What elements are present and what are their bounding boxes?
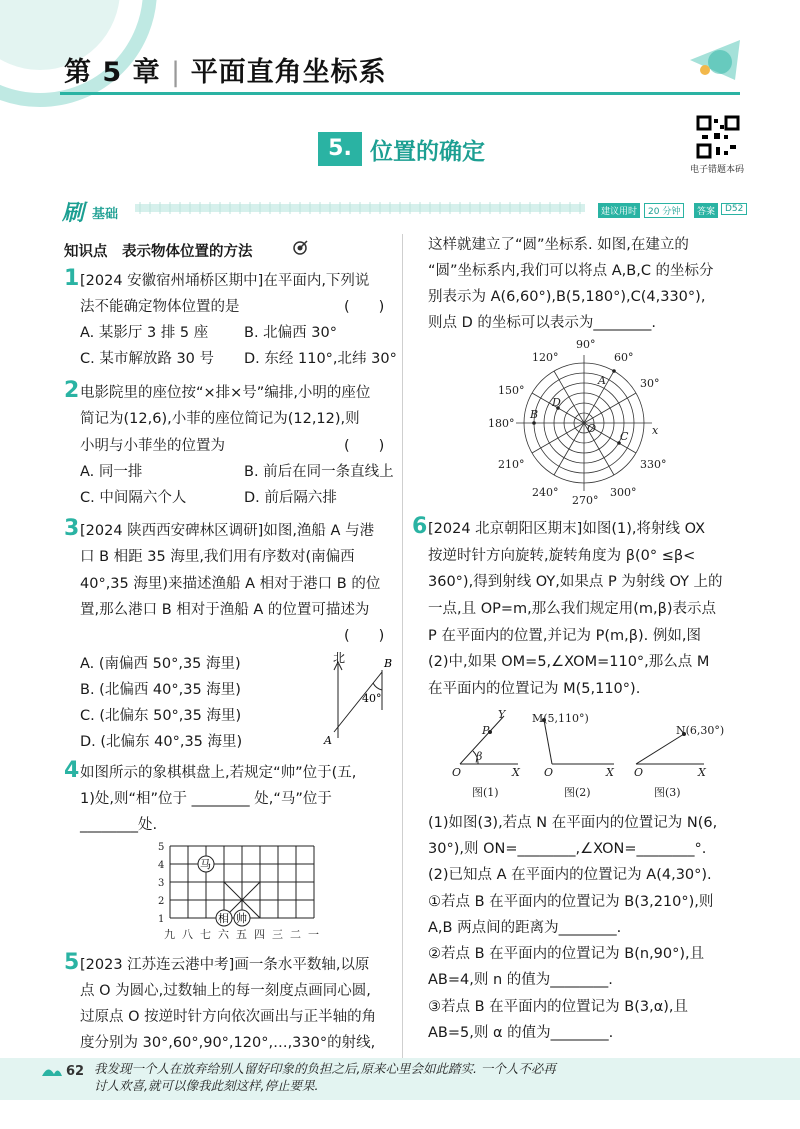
q5-polar-diagram (486, 336, 676, 508)
q6-fig3-point: N(6,30°) (676, 724, 725, 737)
q5-stem-line8: 则点 D 的坐标可以表示为________. (428, 315, 656, 331)
q5-angle-label: 150° (498, 384, 525, 397)
q4-row-label: 1 (158, 914, 165, 925)
q6-stem-line4: 一点,且 OP=m,那么我们规定用(m,β)表示点 (428, 601, 717, 617)
q3-option-c[interactable]: C. (北偏东 50°,35 海里) (80, 708, 242, 724)
time-value: 20 分钟 (644, 203, 684, 218)
answer-page[interactable]: D52 (721, 203, 747, 215)
q6-case3-line2: AB=5,则 α 的值为________. (428, 1025, 614, 1041)
column-divider (402, 234, 403, 1064)
section-number: 5. 1 (318, 132, 362, 166)
q2-option-a[interactable]: A. 同一排 (80, 464, 143, 480)
time-tag: 建议用时 (598, 203, 640, 218)
q1-option-b[interactable]: B. 北偏西 30° (244, 325, 337, 341)
q5-stem-line2: 点 O 为圆心,过数轴上的每一刻度点画同心圆, (80, 983, 371, 999)
q3-option-b[interactable]: B. (北偏西 40°,35 海里) (80, 682, 241, 698)
chapter-title: 第 5 章 | 平面直角坐标系 (64, 57, 387, 88)
q6-sub1-line1: (1)如图(3),若点 N 在平面内的位置记为 N(6, (428, 815, 718, 831)
q4-col-label: 二 (290, 928, 301, 941)
q6-case2-line1: ②若点 B 在平面内的位置记为 B(n,90°),且 (428, 946, 705, 962)
q6-fig3-caption: 图(3) (654, 786, 681, 799)
q2-stem-line2: 简记为(12,6),小菲的座位简记为(12,12),则 (80, 411, 360, 427)
chapter-number: 第 5 章 (64, 57, 161, 88)
q4-chess-board (150, 838, 330, 946)
q4-row-label: 3 (158, 878, 165, 889)
q5-angle-label: 330° (640, 458, 667, 471)
q5-point-c: C (620, 430, 629, 443)
page-number: 62 (66, 1064, 85, 1079)
svg-text:O: O (452, 766, 462, 779)
svg-text:β: β (476, 750, 483, 763)
q1-option-a[interactable]: A. 某影厅 3 排 5 座 (80, 325, 209, 341)
q6-stem-line1: [2024 北京朝阳区期末]如图(1),将射线 OX (428, 521, 705, 537)
q6-sub1-line2: 30°),则 ON=________,∠XON=________°. (428, 841, 707, 857)
q1-number: 1 (64, 266, 80, 291)
q4-col-label: 九 (164, 928, 175, 941)
qr-label: 电子错题本码 (690, 165, 745, 175)
q2-option-d[interactable]: D. 前后隔六排 (244, 490, 337, 506)
q3-north-label: 北 (333, 651, 346, 665)
q2-stem-line3: 小明与小菲坐的位置为 (80, 438, 225, 454)
q4-col-label: 三 (272, 928, 283, 941)
q1-stem-line2: 法不能确定物体位置的是 (80, 299, 240, 315)
svg-text:P: P (482, 724, 490, 737)
q3-stem-line2: 口 B 相距 35 海里,我们用有序数对(南偏西 (80, 549, 355, 565)
q4-col-label: 四 (254, 928, 265, 941)
q6-stem-line6: (2)中,如果 OM=5,∠XOM=110°,那么点 M (428, 654, 710, 670)
q6-case3-line1: ③若点 B 在平面内的位置记为 B(3,α),且 (428, 999, 689, 1015)
q6-figures (446, 708, 746, 804)
q3-option-a[interactable]: A. (南偏西 50°,35 海里) (80, 656, 241, 672)
q2-number: 2 (64, 378, 80, 403)
svg-text:X: X (606, 766, 614, 779)
q4-col-label: 七 (200, 928, 211, 941)
q5-origin: O (587, 422, 597, 435)
svg-text:O: O (634, 766, 644, 779)
q4-stem-line3: ________处. (80, 817, 158, 833)
footer-quote (94, 1060, 556, 1094)
q4-stem-line1: 如图所示的象棋棋盘上,若规定“帅”位于(五, (80, 765, 357, 781)
q5-angle-label: 60° (614, 351, 634, 364)
q4-col-label: 六 (218, 928, 229, 941)
q3-stem-line4: 置,那么港口 B 相对于渔船 A 的位置可描述为 (80, 602, 370, 618)
q2-option-c[interactable]: C. 中间隔六个人 (80, 490, 187, 506)
q5-point-a: A (598, 374, 606, 387)
brush-sub-label: 基础 (92, 207, 119, 222)
q3-bearing-diagram (318, 650, 398, 750)
svg-text:O: O (544, 766, 554, 779)
q4-col-label: 一 (308, 928, 319, 941)
brush-label: 刷 (62, 201, 85, 226)
q5-stem-line4: 度分别为 30°,60°,90°,120°,…,330°的射线, (80, 1035, 376, 1051)
section-title: 位置的确定 (370, 139, 485, 165)
target-icon (292, 240, 308, 256)
svg-text:X: X (512, 766, 520, 779)
q4-piece-general: 帅 (236, 912, 247, 925)
q5-angle-label: 240° (532, 486, 559, 499)
footer-quote-line1: 我发现一个人在放弃给别人留好印象的负担之后,原来心里会如此踏实. 一个人不必再 (94, 1061, 556, 1076)
q5-angle-label: 30° (640, 377, 660, 390)
q5-angle-label: 120° (532, 351, 559, 364)
q1-answer-paren[interactable]: ( ) (344, 299, 385, 315)
q5-number: 5 (64, 950, 80, 975)
q2-stem-line1: 电影院里的座位按“×排×号”编排,小明的座位 (80, 385, 371, 401)
q3-option-d[interactable]: D. (北偏东 40°,35 海里) (80, 734, 243, 750)
q4-piece-horse: 马 (200, 858, 211, 871)
chapter-name: 平面直角坐标系 (190, 57, 387, 88)
q3-number: 3 (64, 516, 80, 541)
q5-point-b: B (530, 408, 539, 421)
knowledge-point-title: 知识点 表示物体位置的方法 (64, 244, 253, 260)
q5-angle-label: 180° (488, 417, 515, 430)
q6-stem-line5: P 在平面内的位置,并记为 P(m,β). 例如,图 (428, 628, 701, 644)
q3-stem-line3: 40°,35 海里)来描述渔船 A 相对于港口 B 的位 (80, 576, 381, 592)
q4-number: 4 (64, 758, 80, 783)
q1-stem-line1: [2024 安徽宿州埇桥区期中]在平面内,下列说 (80, 273, 370, 289)
qr-code-icon[interactable] (696, 115, 740, 159)
q3-stem-line1: [2024 陕西西安碑林区调研]如图,渔船 A 与港 (80, 523, 375, 539)
q5-stem-line7: 别表示为 A(6,60°),B(5,180°),C(4,330°), (428, 289, 706, 305)
q3-point-a-label: A (324, 734, 332, 747)
q3-answer-paren[interactable]: ( ) (344, 628, 385, 644)
q5-stem-line5: 这样就建立了“圆”坐标系. 如图,在建立的 (428, 237, 689, 253)
svg-text:Y: Y (498, 708, 506, 721)
q6-case1-line2: A,B 两点间的距离为________. (428, 920, 622, 936)
q6-fig2-point: M(5,110°) (532, 712, 589, 725)
q5-angle-label: 270° (572, 494, 599, 507)
q4-row-label: 5 (158, 842, 165, 853)
q5-axis-x: x (652, 424, 659, 437)
q3-angle-label: 40° (362, 692, 382, 705)
q1-option-d[interactable]: D. 东经 110°,北纬 30° (244, 351, 397, 367)
q4-stem-line2: 1)处,则“相”位于 ________ 处,“马”位于 (80, 791, 332, 807)
q6-stem-line7: 在平面内的位置记为 M(5,110°). (428, 681, 641, 697)
plant-icon (40, 1060, 64, 1080)
chapter-underline (60, 92, 740, 95)
q5-stem-line3: 过原点 O 按逆时针方向依次画出与正半轴的角 (80, 1009, 377, 1025)
q4-col-label: 八 (182, 928, 193, 941)
q6-stem-line2: 按逆时针方向旋转,旋转角度为 β(0° ≤β< (428, 548, 696, 564)
q4-row-label: 2 (158, 896, 165, 907)
footer-quote-line2: 讨人欢喜,就可以像我此刻这样,停止要果. (94, 1078, 319, 1093)
q5-stem-line6: “圆”坐标系内,我们可以将点 A,B,C 的坐标分 (428, 263, 714, 279)
q4-col-label: 五 (236, 928, 247, 941)
q4-piece-elephant: 相 (218, 912, 229, 925)
svg-text:X: X (698, 766, 706, 779)
q6-fig2-caption: 图(2) (564, 786, 591, 799)
q3-point-b-label: B (384, 657, 393, 670)
q5-angle-label: 210° (498, 458, 525, 471)
q6-stem-line3: 360°),得到射线 OY,如果点 P 为射线 OY 上的 (428, 574, 723, 590)
q6-number: 6 (412, 514, 428, 539)
q6-fig1-caption: 图(1) (472, 786, 499, 799)
answer-tag: 答案 (694, 203, 718, 218)
q2-answer-paren[interactable]: ( ) (344, 438, 385, 454)
q4-row-label: 4 (158, 860, 165, 871)
q2-option-b[interactable]: B. 前后在同一条直线上 (244, 464, 394, 480)
q5-angle-label: 300° (610, 486, 637, 499)
q6-case1-line1: ①若点 B 在平面内的位置记为 B(3,210°),则 (428, 894, 714, 910)
q6-sub2: (2)已知点 A 在平面内的位置记为 A(4,30°). (428, 867, 712, 883)
q5-point-d: D (552, 396, 561, 409)
q6-case2-line2: AB=4,则 n 的值为________. (428, 972, 613, 988)
q1-option-c[interactable]: C. 某市解放路 30 号 (80, 351, 215, 367)
q5-angle-label: 90° (576, 338, 596, 351)
q5-stem-line1: [2023 江苏连云港中考]画一条水平数轴,以原 (80, 957, 370, 973)
